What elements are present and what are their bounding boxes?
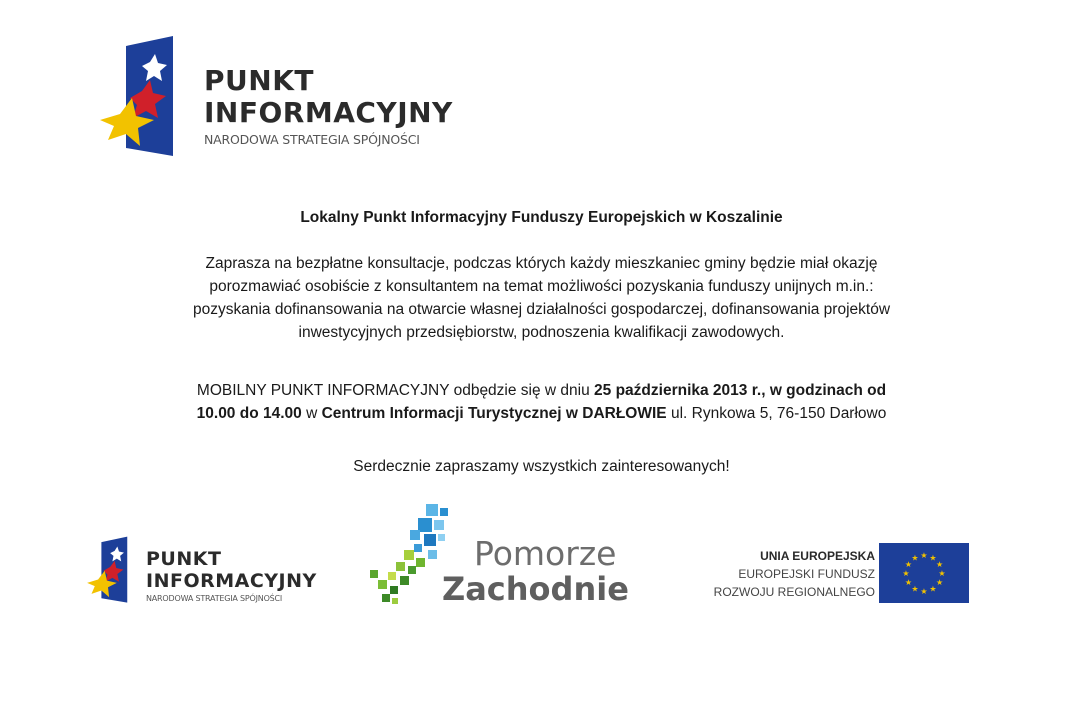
intro-line: Zaprasza na bezpłatne konsultacje, podczas których każdy mieszkaniec gminy będzie miał okazję	[205, 255, 878, 272]
pomorze-zachodnie-logo	[366, 500, 629, 615]
nss-flag-icon	[98, 36, 198, 161]
event-line-1	[0, 381, 1083, 401]
svg-text:★: ★	[938, 569, 946, 578]
eu-title: UNIA EUROPEJSKA	[760, 549, 875, 563]
logo-title-line1: PUNKT	[146, 548, 222, 570]
logo-subtitle: NARODOWA STRATEGIA SPÓJNOŚCI	[146, 594, 283, 603]
logo-title-line2: INFORMACYJNY	[204, 96, 453, 129]
svg-text:★: ★	[929, 553, 937, 563]
event-text: w	[301, 405, 322, 422]
svg-text:★: ★	[904, 560, 912, 569]
event-text: MOBILNY PUNKT INFORMACYJNY odbędzie się w dniu	[196, 382, 595, 399]
svg-text:★: ★	[920, 587, 928, 596]
event-date: 25 października 2013 r., w godzinach od	[594, 382, 887, 399]
eu-fund-line1: EUROPEJSKI FUNDUSZ	[738, 567, 875, 581]
punkt-informacyjny-logo-top	[98, 36, 498, 166]
svg-text:★: ★	[911, 553, 919, 563]
pomorze-word: Pomorze	[474, 534, 617, 573]
headline: Lokalny Punkt Informacyjny Funduszy Europejskich w Koszalinie	[300, 209, 783, 226]
zachodnie-word: Zachodnie	[442, 570, 629, 608]
intro-line: inwestycyjnych przedsiębiorstw, podnoszenia kwalifikacji zawodowych.	[298, 324, 785, 341]
punkt-informacyjny-logo-bottom	[86, 530, 336, 612]
logo-subtitle: NARODOWA STRATEGIA SPÓJNOŚCI	[204, 132, 420, 147]
logo-title-line2: INFORMACYJNY	[146, 570, 317, 592]
event-venue: Centrum Informacji Turystycznej w DARŁOWIE	[321, 405, 667, 422]
svg-text:★: ★	[929, 584, 937, 594]
intro-line: pozyskania dofinansowania na otwarcie własnej działalności gospodarczej, dofinansowania projektów	[192, 301, 891, 318]
svg-text:★: ★	[911, 584, 919, 594]
svg-text:★: ★	[902, 569, 910, 578]
event-line-2	[0, 404, 1083, 424]
svg-text:★: ★	[936, 560, 944, 569]
svg-text:★: ★	[920, 551, 928, 560]
eu-flag-icon	[879, 543, 969, 603]
eu-logo	[660, 541, 972, 607]
event-address: ul. Rynkowa 5, 76-150 Darłowo	[666, 405, 887, 422]
intro-line: porozmawiać osobiście z konsultantem na temat możliwości pozyskania funduszy unijnych m.in.:	[209, 278, 874, 295]
nss-flag-icon	[86, 530, 141, 612]
closing-line: Serdecznie zapraszamy wszystkich zainteresowanych!	[353, 458, 730, 475]
svg-text:★: ★	[936, 578, 944, 587]
svg-text:★: ★	[904, 578, 912, 587]
event-hours: 10.00 do 14.00	[196, 405, 302, 422]
logo-title-line1: PUNKT	[204, 64, 314, 97]
eu-fund-line2: ROZWOJU REGIONALNEGO	[713, 585, 875, 599]
